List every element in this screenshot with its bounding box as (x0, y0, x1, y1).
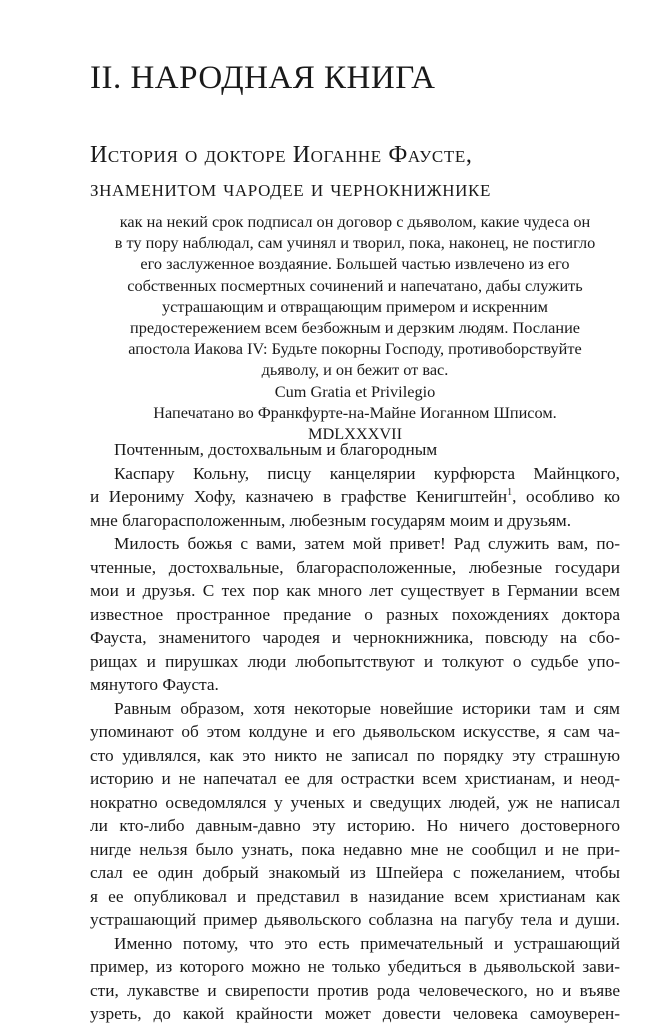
footnote-marker[interactable]: 1 (507, 487, 513, 499)
body-line (90, 697, 620, 721)
body-line-text: , особливо ко (512, 487, 620, 506)
body-line-text: Равным образом, хотя некоторые новейшие историки там и сям (114, 698, 620, 718)
body-line-text: и Иерониму Хофу, казначею в графстве Кенигштейн (90, 487, 508, 506)
body-line (90, 932, 620, 956)
body-line-text: рищах и пирушках люди любопытствуют и толкуют о судьбе упо- (90, 651, 620, 671)
body-line (90, 838, 620, 862)
title-page-line: устрашающим и отвращающим примером и искренним (162, 296, 548, 316)
body-line-text: узреть, до какой крайности может довести человека самоуверен- (90, 1004, 620, 1023)
body-line-text: пример, из которого можно не только убедиться в дьявольской зави- (90, 957, 620, 976)
title-page-line: дьяволу, и он бежит от вас. (261, 360, 449, 380)
title-page-line: собственных посмертных сочинений и напечатано, дабы служить (127, 275, 583, 295)
body-line (90, 650, 620, 674)
body-line-text: известное пространное предание о разных похождениях доктора (90, 604, 620, 624)
body-line (90, 885, 620, 909)
body-line (90, 626, 620, 650)
title-page-line: Напечатано во Франкфурте-на-Майне Иоганном Шписом. (153, 402, 557, 422)
body-line (90, 955, 620, 979)
body-line (90, 462, 620, 486)
chapter-title: II. НАРОДНАЯ КНИГА (90, 60, 436, 96)
body-line-text: сто удивлялся, как это никто не записал по порядку эту страшную (90, 745, 620, 765)
body-line-text: устрашающий пример дьявольского соблазна на пагубу тела и души. (90, 910, 620, 929)
title-page-line: MDLXXXVII (307, 424, 403, 444)
body-line-text: Именно потому, что это есть примечательный и устрашающий (114, 933, 620, 953)
body-line (90, 579, 620, 603)
body-line (90, 979, 620, 1003)
body-line (90, 814, 620, 838)
body-line (90, 438, 620, 462)
body-line-text: упоминают об этом колдуне и его дьявольском искусстве, я сам ча- (90, 722, 620, 741)
body-text (90, 438, 620, 1026)
body-line (90, 485, 620, 509)
body-line-text: нократно осведомлялся у ученых и сведущих людей, уж не написал (90, 792, 620, 812)
body-line (90, 532, 620, 556)
title-page-line: Cum Gratia et Privilegio (274, 381, 436, 401)
work-title-line: История о докторе Иоганне Фаусте, (90, 142, 473, 168)
body-line (90, 1002, 620, 1026)
body-line (90, 791, 620, 815)
body-line (90, 720, 620, 744)
body-line-text: нигде нельзя было узнать, пока недавно мне не сообщил и не при- (90, 839, 620, 859)
body-line-text: ли кто-либо давным-давно эту историю. Но ничего достоверного (90, 816, 620, 835)
body-line-text: Фауста, знаменитого чародея и чернокнижника, повсюду на сбо- (90, 628, 620, 647)
body-line-text: мои и друзья. С тех пор как много лет существует в Германии всем (90, 581, 620, 600)
body-line-text: я ее опубликовал и представил в назидание всем христианам как (90, 886, 620, 906)
body-line (90, 744, 620, 768)
work-title-line: знаменитом чародее и чернокнижнике (90, 176, 491, 202)
title-page-line: в ту пору наблюдал, сам учинял и творил, пока, наконец, не постигло (114, 233, 596, 253)
work-title (90, 138, 491, 206)
body-line-text: слал ее один добрый знакомый из Шпейера с пожеланием, чтобы (90, 863, 620, 882)
title-page-line: апостола Иакова IV: Будьте покорны Господу, противоборствуйте (128, 339, 582, 359)
body-line (90, 767, 620, 791)
body-line-text: Каспару Кольну, писцу канцелярии курфюрста Майнцкого, (114, 463, 620, 483)
title-page-line: предостережением всем безбожным и дерзким людям. Послание (129, 318, 581, 338)
body-line-text: Почтенным, достохвальным и благородным (114, 440, 438, 459)
body-line (90, 509, 620, 533)
body-line (90, 908, 620, 932)
title-page-line: его заслуженное воздаяние. Большей частью извлечено из его (140, 254, 570, 274)
body-line (90, 861, 620, 885)
body-line-text: мянутого Фауста. (90, 675, 219, 694)
body-line-text: чтенные, достохвальные, благорасположенные, любезные государи (90, 557, 620, 577)
title-page-text (90, 211, 620, 444)
body-line-text: историю и не напечатал ее для острастки всем христианам, и неод- (90, 769, 620, 788)
title-page-line: как на некий срок подписал он договор с дьяволом, какие чудеса он (119, 212, 591, 231)
body-line (90, 603, 620, 627)
body-line-text: мне благорасположенным, любезным государям моим и друзьям. (90, 510, 572, 530)
body-line (90, 673, 620, 697)
body-line-text: сти, лукавстве и свирепости против рода человеческого, но и въяве (90, 980, 620, 1000)
body-line-text: Милость божья с вами, затем мой привет! Рад служить вам, по- (114, 534, 620, 553)
body-line (90, 556, 620, 580)
